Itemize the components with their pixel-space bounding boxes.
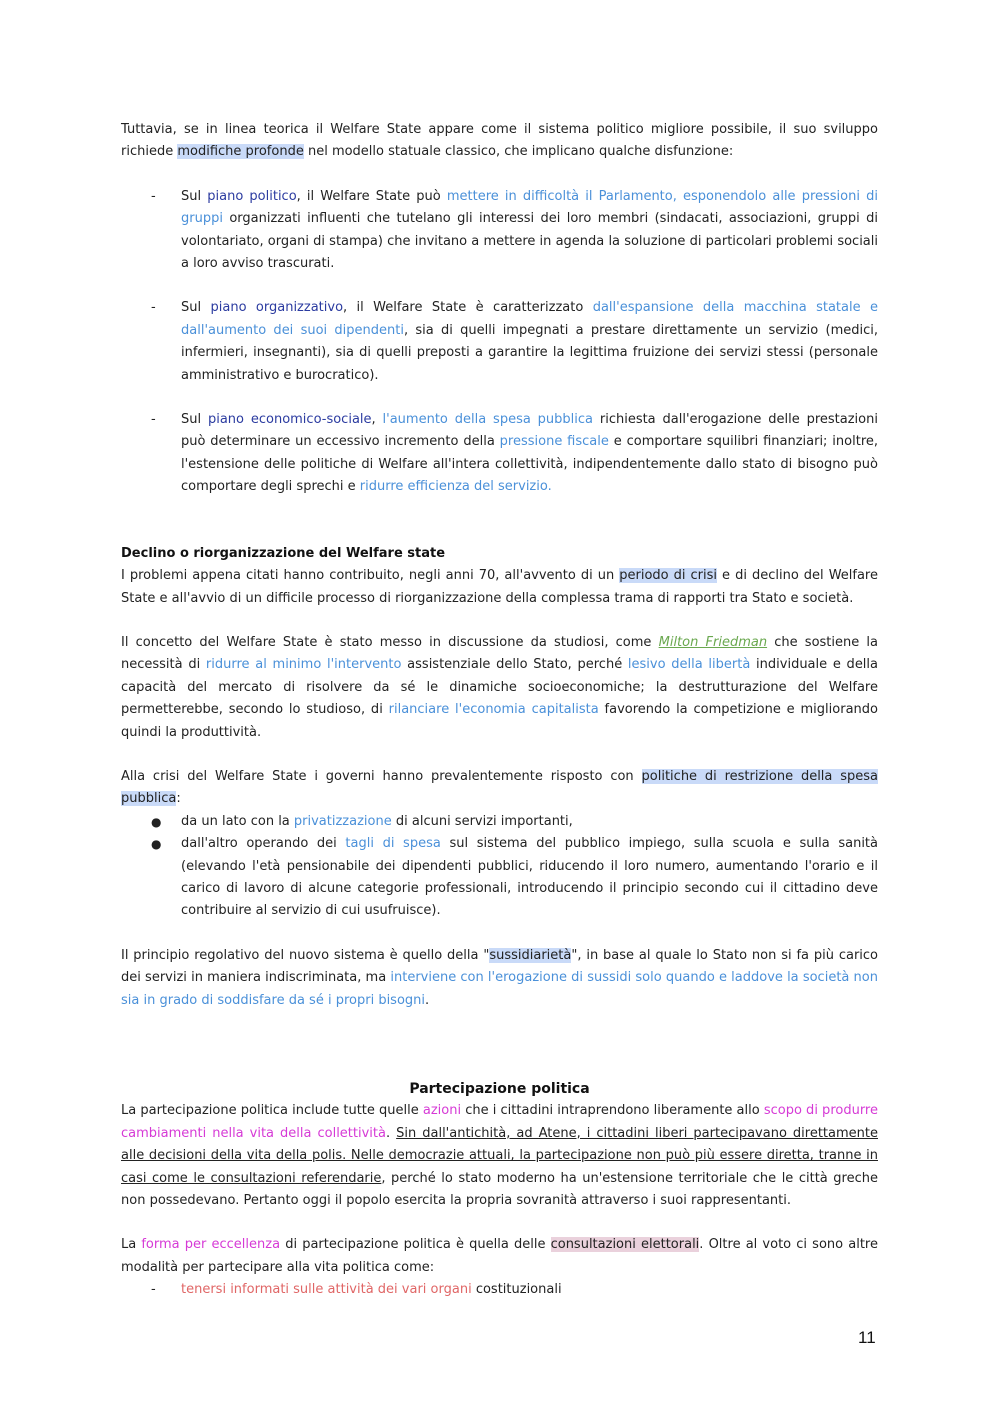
participation-list bbox=[121, 1279, 878, 1301]
disfunction-list bbox=[121, 186, 878, 499]
highlight-text: modifiche profonde bbox=[177, 144, 304, 160]
list-item: - Sul piano economico-sociale, l'aumento della spesa pubblica richiesta dall'erogazione delle prestazioni può determinare un eccessivo incremento della pressione fiscale e comportare squilibri finanziari; inoltre, l'estensione delle politiche di Welfare all'intera collettività, indipendentemente dallo stato di bisogno può comportare degli sprechi e ridurre efficienza del servizio. bbox=[151, 412, 879, 495]
paragraph: La partecipazione politica include tutte quelle azioni che i cittadini intraprendono liberamente allo scopo di produrre cambiamenti nella vita della collettività. Sin dall'antichità, ad Atene, i cittadini liberi partecipavano direttamente alle decisioni della vita della polis. Nelle democrazie attuali, la partecipazione non può più essere diretta, tranne in casi come le consultazioni referendarie, perché lo stato moderno ha un'estensione territoriale che le città greche non possedevano. Pertanto oggi il popolo esercita la propria sovranità attraverso i suoi rappresentanti. bbox=[121, 1103, 878, 1209]
page-number: 11 bbox=[858, 1328, 876, 1347]
intro-paragraph: Tuttavia, se in linea teorica il Welfare State appare come il sistema politico migliore possibile, il suo sviluppo richiede modifiche profonde nel modello statuale classico, che implicano qualche disfunzione: bbox=[121, 122, 878, 160]
list-item: - Sul piano organizzativo, il Welfare State è caratterizzato dall'espansione della macchina statale e dall'aumento dei suoi dipendenti, sia di quelli impegnati a prestare direttamente un servizio (medici, infermieri, insegnanti), sia di quelli preposti a garantire la legittima fruizione dei servizi stessi (personale amministrativo e burocratico). bbox=[151, 300, 879, 383]
paragraph: Alla crisi del Welfare State i governi hanno prevalentemente risposto con politiche di restrizione della spesa pubblica: bbox=[121, 768, 878, 807]
milton-friedman-link[interactable]: Milton Friedman bbox=[658, 634, 768, 650]
list-item: - tenersi informati sulle attività dei vari organi costituzionali bbox=[151, 1282, 562, 1298]
list-item: ● dall'altro operando dei tagli di spesa sul sistema del pubblico impiego, sulla scuola e sulla sanità (elevando l'età pensionabile dei dipendenti pubblici, riducendo il loro numero, aumentando l'orario e il carico di lavoro di alcune categorie professionali, introducendo il principio secondo cui il cittadino deve contribuire al servizio di cui usufruisce). bbox=[151, 836, 879, 919]
section-heading: Declino o riorganizzazione del Welfare state bbox=[121, 545, 446, 561]
list-item: ● da un lato con la privatizzazione di alcuni servizi importanti, bbox=[151, 813, 573, 829]
paragraph: La forma per eccellenza di partecipazione politica è quella delle consultazioni elettorali. Oltre al voto ci sono altre modalità per partecipare alla vita politica come: bbox=[121, 1237, 878, 1275]
paragraph: I problemi appena citati hanno contribuito, negli anni 70, all'avvento di un periodo di crisi e di declino del Welfare State e all'avvio di un difficile processo di riorganizzazione della complessa trama di rapporti tra Stato e società. bbox=[121, 568, 878, 606]
section-heading: Partecipazione politica bbox=[409, 1081, 590, 1097]
page-content bbox=[121, 119, 878, 1302]
paragraph: Il concetto del Welfare State è stato messo in discussione da studiosi, come Milton Friedman che sostiene la necessità di ridurre al minimo l'intervento assistenziale dello Stato, perché lesivo della libertà individuale e della capacità del mercato di risolvere da sé le dinamiche socioeconomiche; la destrutturazione del Welfare permetterebbe, secondo lo studioso, di rilanciare l'economia capitalista favorendo la competizione e migliorando quindi la produttività. bbox=[121, 634, 879, 740]
bullet-list bbox=[121, 811, 878, 923]
list-item: - Sul piano politico, il Welfare State può mettere in difficoltà il Parlamento, esponendolo alle pressioni di gruppi organizzati influenti che tutelano gli interessi dei loro membri (sindacati, associazioni, gruppi di volontariato, organi di stampa) che invitano a mettere in agenda la soluzione di particolari problemi sociali a loro avviso trascurati. bbox=[151, 188, 878, 272]
paragraph: Il principio regolativo del nuovo sistema è quello della "sussidiarietà", in base al quale lo Stato non si fa più carico dei servizi in maniera indiscriminata, ma interviene con l'erogazione di sussidi solo quando e laddove la società non sia in grado di soddisfare da sé i propri bisogni. bbox=[121, 947, 878, 1008]
